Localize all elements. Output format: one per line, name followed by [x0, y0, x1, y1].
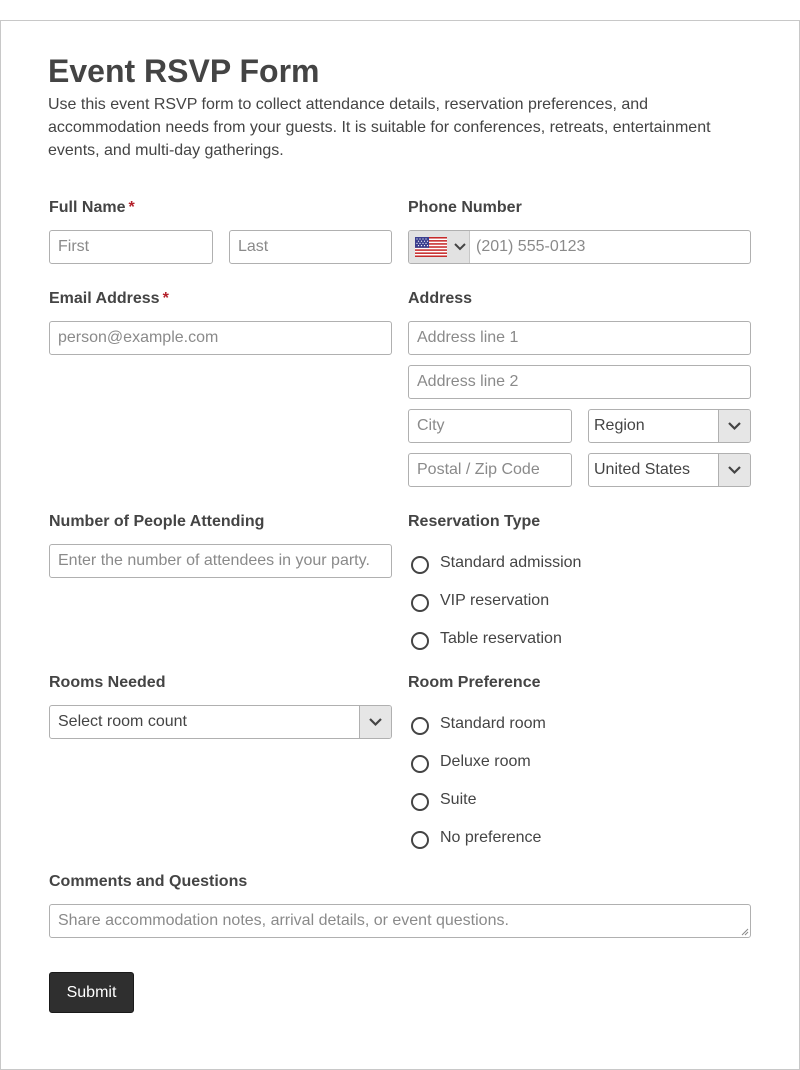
rooms-needed-select-button: [359, 706, 391, 738]
last-name-input[interactable]: [229, 230, 392, 264]
form-title: Event RSVP Form: [48, 53, 320, 89]
chevron-down-icon: [728, 421, 741, 431]
city-input[interactable]: [408, 409, 572, 443]
radio-circle[interactable]: [411, 594, 429, 612]
room-preference-label: Room Preference: [408, 674, 541, 691]
chevron-down-icon: [454, 242, 466, 252]
radio-label: Standard admission: [440, 554, 582, 571]
radio-circle[interactable]: [411, 632, 429, 650]
submit-button[interactable]: Submit: [49, 972, 134, 1013]
us-flag-icon: [415, 237, 447, 257]
email-input[interactable]: [49, 321, 392, 355]
phone-input[interactable]: [470, 231, 760, 263]
radio-label: VIP reservation: [440, 592, 550, 609]
radio-label: Suite: [440, 791, 477, 808]
form-description: Use this event RSVP form to collect attendance details, reservation preferences, and accommodation needs from your guests. It is suitable for conferences, retreats, entertainment events, and multi-day gatherings.: [48, 96, 711, 159]
first-name-input[interactable]: [49, 230, 213, 264]
resize-grip-icon[interactable]: [741, 928, 749, 936]
radio-label: Standard room: [440, 715, 546, 732]
reservation-type-label: Reservation Type: [408, 513, 541, 530]
chevron-down-icon: [369, 717, 382, 727]
required-marker: *: [162, 290, 169, 307]
region-select[interactable]: [588, 409, 751, 443]
chevron-down-icon: [728, 465, 741, 475]
radio-label: No preference: [440, 829, 542, 846]
radio-circle[interactable]: [411, 793, 429, 811]
rooms-needed-select-value: Select room count: [58, 713, 187, 730]
radio-label: Table reservation: [440, 630, 562, 647]
radio-label: Deluxe room: [440, 753, 531, 770]
address-label: Address: [408, 290, 473, 307]
email-label: Email Address *: [49, 290, 169, 307]
full-name-label: Full Name *: [49, 199, 135, 216]
comments-textarea[interactable]: [49, 904, 751, 938]
required-marker: *: [128, 199, 135, 216]
phone-label: Phone Number: [408, 199, 522, 216]
radio-circle[interactable]: [411, 717, 429, 735]
postal-code-input[interactable]: [408, 453, 572, 487]
country-select[interactable]: [588, 453, 751, 487]
radio-circle[interactable]: [411, 556, 429, 574]
attendees-input[interactable]: [49, 544, 392, 578]
country-code-selector[interactable]: [409, 231, 470, 263]
attendees-label: Number of People Attending: [49, 513, 265, 530]
region-select-button: [718, 410, 750, 442]
country-select-value: United States: [594, 461, 691, 478]
rooms-needed-select[interactable]: [49, 705, 392, 739]
rooms-needed-label: Rooms Needed: [49, 674, 166, 691]
region-select-value: Region: [594, 417, 645, 434]
phone-field: [408, 230, 751, 264]
radio-circle[interactable]: [411, 755, 429, 773]
comments-label: Comments and Questions: [49, 873, 248, 890]
country-select-button: [718, 454, 750, 486]
address-line1-input[interactable]: [408, 321, 751, 355]
address-line2-input[interactable]: [408, 365, 751, 399]
radio-circle[interactable]: [411, 831, 429, 849]
